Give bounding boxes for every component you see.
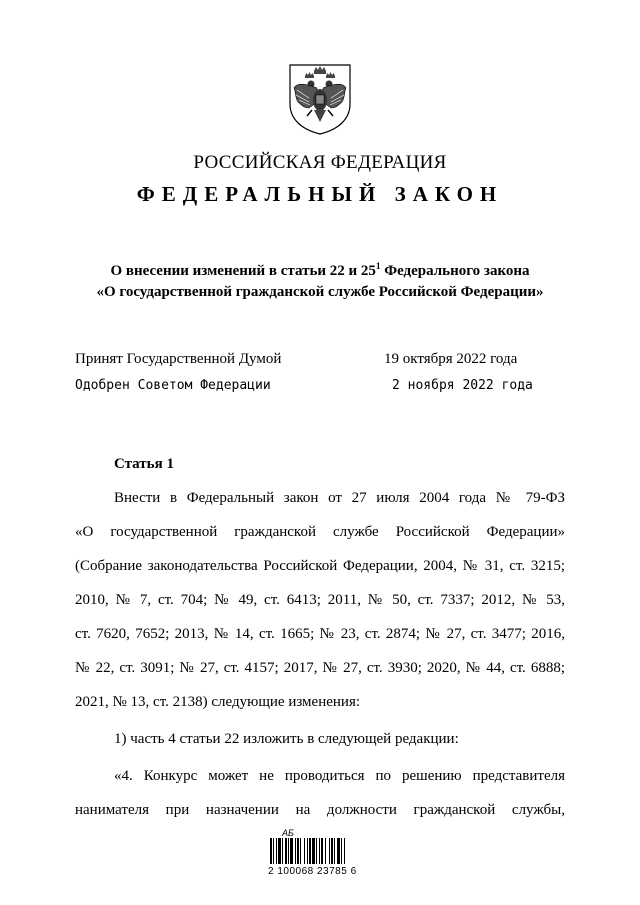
law-title-superscript: 1 [375,261,381,271]
council-approval-label: Одобрен Советом Федерации [75,378,271,393]
article-line: № 22, ст. 3091; № 27, ст. 4157; 2017, № 27, ст. 3930; 2020, № 44, ст. 6888; [75,660,565,676]
article-heading: Статья 1 [114,456,174,472]
law-title-text-end: Федерального закона [380,263,530,279]
article-line: 2010, № 7, ст. 704; № 49, ст. 6413; 2011, № 50, ст. 7337; 2012, № 53, [75,592,565,608]
article-line: (Собрание законодательства Российской Федерации, 2004, № 31, ст. 3215; [75,558,565,574]
law-title-line-1 [0,263,640,280]
article-line: нанимателя при назначении на должности гражданской службы, [75,802,565,818]
law-type-heading: ФЕДЕРАЛЬНЫЙ ЗАКОН [136,182,504,206]
article-line: ст. 7620, 7652; 2013, № 14, ст. 1665; № 23, ст. 2874; № 27, ст. 3477; 2016, [75,626,565,642]
handwritten-mark: АБ [282,828,294,838]
article-line: 1) часть 4 статьи 22 изложить в следующей редакции: [114,731,459,747]
article-line: 2021, № 13, ст. 2138) следующие изменения: [75,694,361,710]
barcode-number: 2 100068 23785 6 [268,866,357,877]
article-line: «4. Конкурс может не проводиться по решению представителя [114,768,565,784]
duma-adoption-date: 19 октября 2022 года [384,351,518,367]
article-line: «О государственной гражданской службе Российской Федерации» [75,524,565,540]
article-line: Внести в Федеральный закон от 27 июля 2004 года № 79-ФЗ [114,490,565,506]
duma-adoption-label: Принят Государственной Думой [75,351,282,367]
coat-of-arms-icon [287,62,353,136]
council-approval-date: 2 ноября 2022 года [392,378,533,393]
law-title-text: О внесении изменений в статьи 22 и 25 [110,263,376,279]
country-name: РОССИЙСКАЯ ФЕДЕРАЦИЯ [193,152,447,173]
law-title-line-2: «О государственной гражданской службе Российской Федерации» [96,284,544,300]
